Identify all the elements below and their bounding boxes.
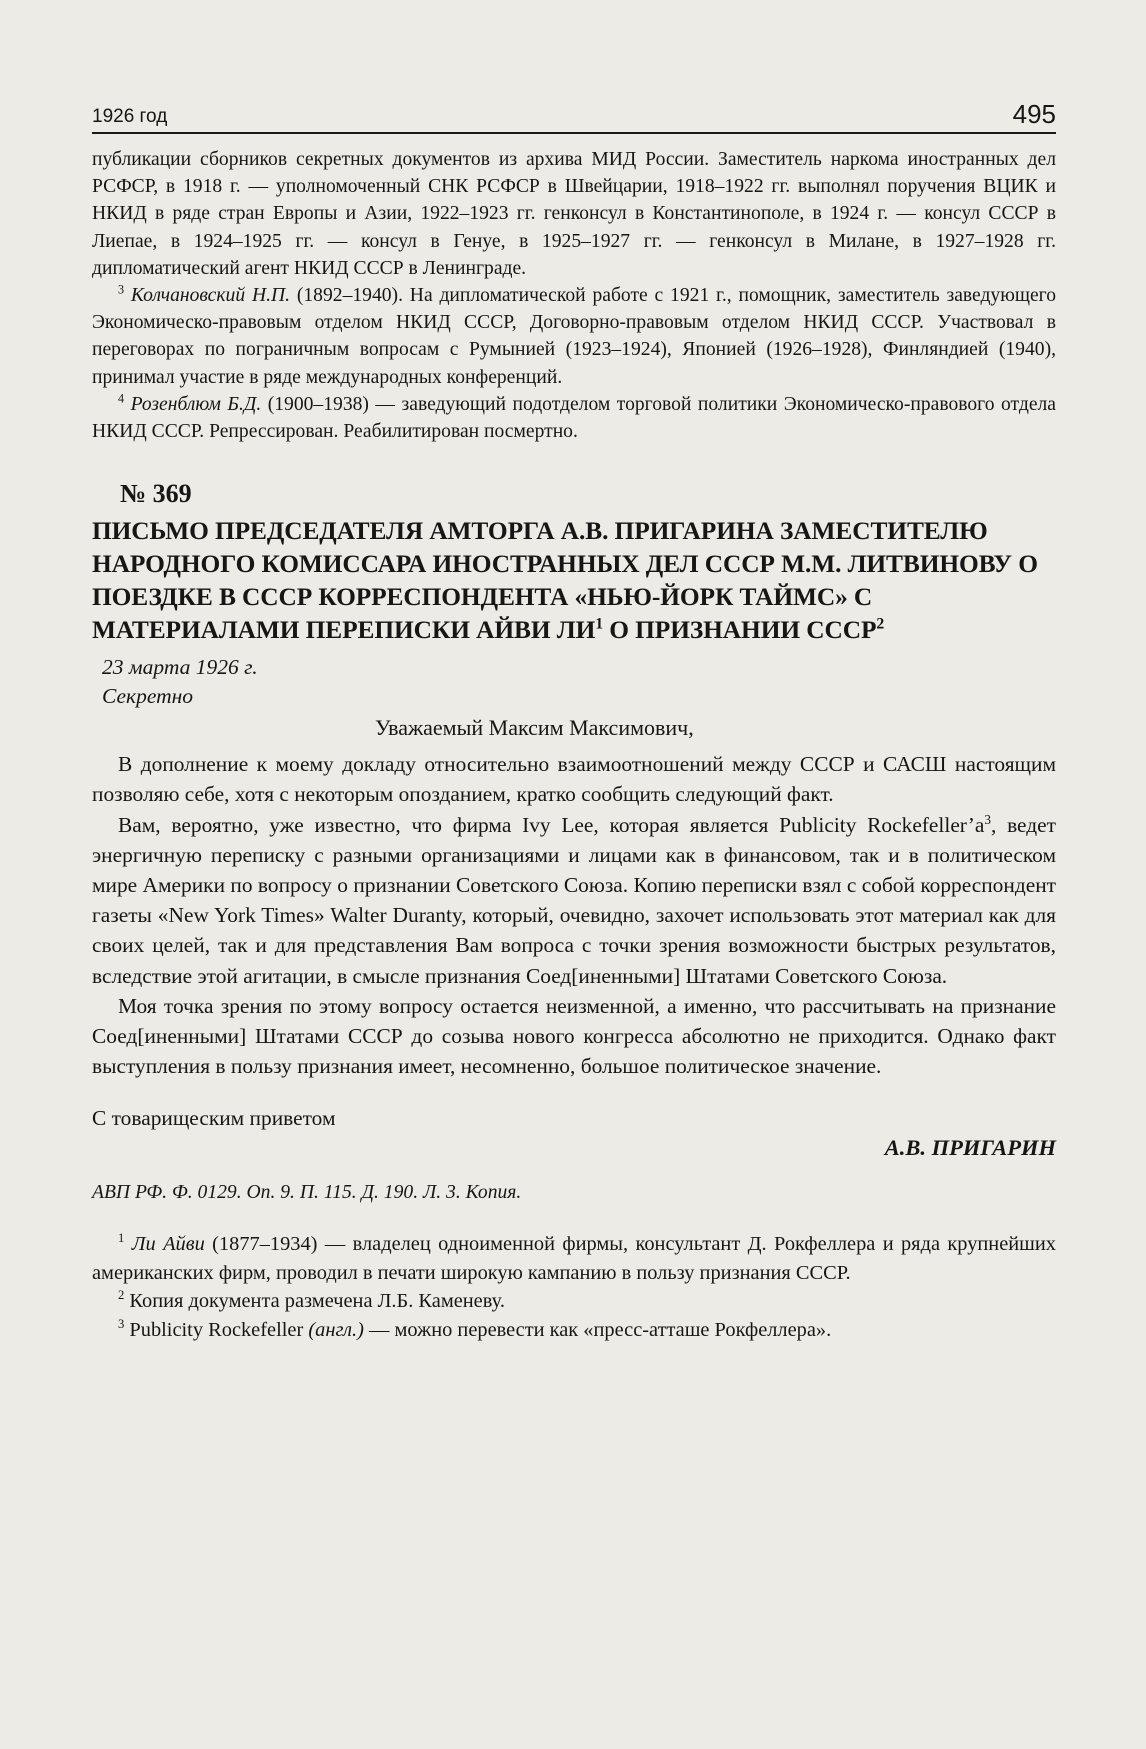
running-header [92,98,1056,134]
body-paragraph-2 [92,810,1056,991]
letter-closing [92,1103,1056,1165]
footnote-3-top [92,282,1056,391]
title-footnote-marker-1: 1 [595,615,603,633]
footnote-marker: 3 [118,282,125,297]
footnote-person: Колчановский Н.П. [130,285,291,307]
footnote-text: — можно перевести как «пресс-атташе Рокфеллера». [363,1318,832,1341]
document-title [92,515,1056,647]
footnote-term: Publicity Rockefeller [124,1318,309,1341]
footnote-1 [92,1230,1056,1287]
bottom-footnotes [92,1230,1056,1344]
signature: А.В. ПРИГАРИН [884,1135,1056,1161]
salutation: Уважаемый Максим Максимович, [375,715,694,741]
footnote-person: Ли Айви [131,1233,205,1256]
paragraph-text: Вам, вероятно, уже известно, что фирма Ivy Lee, которая является Publicity Rockefeller’a [118,812,985,837]
footnote-language: (англ.) [308,1318,364,1341]
footnote-continuation: публикации сборников секретных документов из архива МИД России. Заместитель наркома иностранных дел РСФСР, в 1918 г. — уполномоченный СНК РСФСР в Швейцарии, 1918–1922 гг. выполнял поручения ВЦИК и НКИД в ряде стран Европы и Азии, 1922–1923 гг. генконсул в Константинополе, в 1924 г. — консул СССР в Лиепае, в 1924–1925 гг. — консул в Генуе, в 1925–1927 гг. — генконсул в Милане, в 1927–1928 гг. дипломатический агент НКИД СССР в Ленинграде. [92,149,1056,279]
document-date: 23 марта 1926 г. [102,655,258,680]
closing-phrase: С товарищеским приветом [92,1106,336,1131]
classification-label: Секретно [102,684,194,709]
paragraph-text: , ведет энергичную переписку с разными организациями и лицами как в финансовом, так и в политическом мире Америки по вопросу о признании Советского Союза. Копию переписки взял с собой корреспондент газеты «New York Times» Walter Duranty, который, очевидно, захочет использовать этот материал как для своих целей, так и для представления Вам вопроса с точки зрения возможности быстрых результатов, вследствие этой агитации, в смысле признания Соед[иненными] Штатами Советского Союза. [92,812,1056,988]
title-main: ПИСЬМО ПРЕДСЕДАТЕЛЯ АМТОРГА А.В. ПРИГАРИНА ЗАМЕСТИТЕЛЮ НАРОДНОГО КОМИССАРА ИНОСТРАННЫХ ДЕЛ СССР М.М. ЛИТВИНОВУ О ПОЕЗДКЕ В СССР КОРРЕСПОНДЕНТА «НЬЮ-ЙОРК ТАЙМС» С МАТЕРИАЛАМИ ПЕРЕПИСКИ АЙВИ ЛИ [92,517,1038,645]
footnote-person: Розенблюм Б.Д. [130,393,262,415]
footnote-text: Копия документа размечена Л.Б. Каменеву. [124,1290,505,1313]
footnote-marker: 3 [984,811,991,827]
page-content [92,146,1056,1344]
body-paragraph-3: Моя точка зрения по этому вопросу остается неизменной, а именно, что рассчитывать на признание Соед[иненными] Штатами СССР до созыва нового конгресса абсолютно не приходится. Однако факт выступления в пользу признания имеет, несомненно, большое политическое значение. [92,993,1056,1079]
footnote-2 [92,1287,1056,1315]
footnote-text: (1877–1934) — владелец одноименной фирмы, консультант Д. Рокфеллера и ряда крупнейших американских фирм, проводил в печати широкую кампанию в пользу признания СССР. [92,1233,1056,1284]
title-end: О ПРИЗНАНИИ СССР [603,616,877,645]
body-paragraph-1: В дополнение к моему докладу относительно взаимоотношений между СССР и САСШ настоящим позволяю себе, хотя с некоторым опозданием, кратко сообщить следующий факт. [92,752,1056,807]
footnote-marker: 3 [118,1316,125,1331]
header-year: 1926 год [92,106,168,127]
archive-reference: АВП РФ. Ф. 0129. Оп. 9. П. 115. Д. 190. Л. 3. Копия. [92,1182,522,1204]
footnote-text: (1892–1940). На дипломатической работе с 1921 г., помощник, заместитель заведующего Экономическо-правовым отделом НКИД СССР, Договорно-правовым отделом НКИД СССР. Участвовал в переговорах по пограничным вопросам с Румынией (1923–1924), Японией (1926–1928), Финляндией (1940), принимал участие в ряде международных конференций. [92,285,1056,388]
title-footnote-marker-2: 2 [876,615,885,633]
footnote-text: (1900–1938) — заведующий подотделом торговой политики Экономическо-правового отдела НКИД СССР. Репрессирован. Реабилитирован посмертно. [92,393,1056,443]
page-number: 495 [1012,99,1056,129]
footnote-marker: 4 [118,391,125,406]
footnote-marker: 1 [118,1231,125,1246]
document-number: № 369 [120,479,192,509]
footnote-4-top [92,391,1056,445]
footnote-marker: 2 [118,1288,125,1303]
footnote-3 [92,1316,1056,1344]
